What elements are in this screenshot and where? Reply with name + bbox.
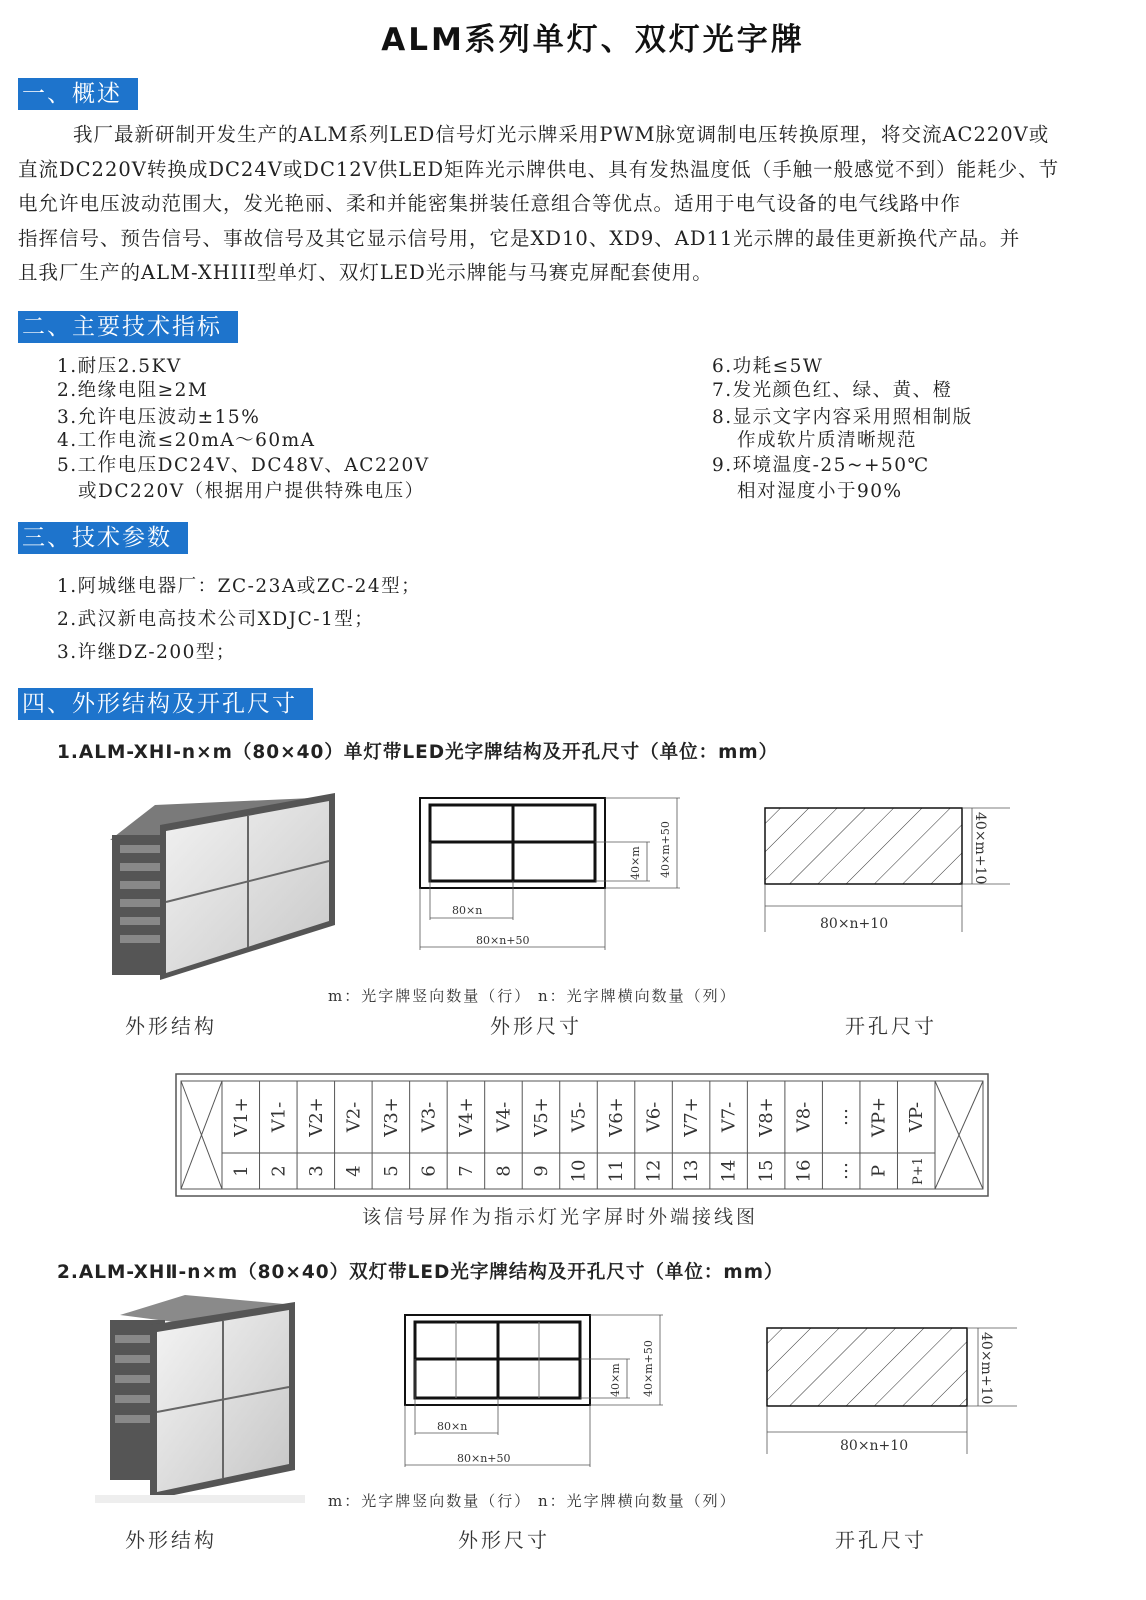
terminal-label: V4+	[455, 1097, 477, 1137]
terminal-number: 5	[380, 1165, 402, 1177]
overview-line: 直流DC220V转换成DC24V或DC12V供LED矩阵光示牌供电、具有发热温度低（手触一般感觉不到）能耗少、节	[18, 157, 1060, 181]
caption-outer-size: 外形尺寸	[458, 1528, 550, 1552]
terminal-number: 12	[643, 1159, 665, 1183]
caption-cutout-size: 开孔尺寸	[845, 1014, 937, 1038]
spec-item: 4.工作电流≤20mA～60mA	[57, 430, 316, 451]
outer-size-drawing-double	[395, 1307, 685, 1472]
terminal-label: V7-	[718, 1101, 740, 1133]
terminal-label: VP-	[906, 1101, 928, 1133]
terminal-number: 15	[756, 1159, 778, 1183]
legend-note: m：光字牌竖向数量（行） n：光字牌横向数量（列）	[328, 1492, 737, 1510]
section-heading-dimensions: 四、外形结构及开孔尺寸	[18, 688, 313, 720]
terminal-label: VP+	[868, 1096, 890, 1138]
terminal-number: P	[868, 1164, 890, 1178]
terminal-label: V6+	[606, 1097, 628, 1137]
terminal-label: V5+	[530, 1097, 552, 1137]
terminal-label: V1+	[230, 1097, 252, 1137]
terminal-number: 1	[230, 1165, 252, 1177]
terminal-label: V2-	[343, 1101, 365, 1133]
terminal-label: V6-	[643, 1101, 665, 1133]
terminal-label: V7+	[681, 1097, 703, 1137]
section-heading-overview: 一、概述	[18, 78, 138, 110]
terminal-number: 3	[305, 1165, 327, 1177]
param-item: 2.武汉新电高技术公司XDJC-1型；	[57, 609, 375, 630]
caption-outer-structure: 外形结构	[125, 1528, 217, 1552]
terminal-label: …	[831, 1108, 853, 1126]
param-item: 3.许继DZ-200型；	[57, 642, 236, 663]
legend-note: m：光字牌竖向数量（行） n：光字牌横向数量（列）	[328, 987, 737, 1005]
terminal-label: V2+	[305, 1097, 327, 1137]
subheading-single-lamp: 1.ALM-XHⅠ-n×m（80×40）单灯带LED光字牌结构及开孔尺寸（单位：mm）	[57, 742, 779, 763]
dim-label: 80×n	[452, 904, 483, 917]
page-title: ALM系列单灯、双灯光字牌	[381, 22, 805, 58]
terminal-number: …	[831, 1162, 853, 1180]
dim-label: 80×n+50	[457, 1452, 511, 1465]
spec-item: 8.显示文字内容采用照相制版	[712, 407, 973, 428]
spec-item: 相对湿度小于90%	[737, 481, 903, 502]
dim-label: 40×m+50	[659, 821, 672, 878]
terminal-number: 10	[568, 1159, 590, 1183]
terminal-number: 2	[268, 1165, 290, 1177]
spec-item: 9.环境温度-25~+50℃	[712, 455, 930, 476]
dim-label: 40×m	[609, 1363, 622, 1397]
spec-item: 1.耐压2.5KV	[57, 356, 182, 377]
subheading-double-lamp: 2.ALM-XHⅡ-n×m（80×40）双灯带LED光字牌结构及开孔尺寸（单位：mm）	[57, 1262, 784, 1283]
terminal-number: 14	[718, 1159, 740, 1183]
spec-item: 或DC220V（根据用户提供特殊电压）	[78, 481, 425, 502]
section-heading-specs: 二、主要技术指标	[18, 311, 238, 343]
caption-outer-size: 外形尺寸	[490, 1014, 582, 1038]
dim-label: 80×n+10	[840, 1438, 909, 1454]
spec-item: 5.工作电压DC24V、DC48V、AC220V	[57, 455, 430, 476]
overview-paragraph	[18, 118, 1118, 291]
terminal-label: V5-	[568, 1101, 590, 1133]
spec-item: 2.绝缘电阻≥2M	[57, 380, 209, 401]
spec-item: 6.功耗≤5W	[712, 356, 824, 377]
spec-item: 7.发光颜色红、绿、黄、橙	[712, 380, 953, 401]
terminal-wiring-diagram	[175, 1073, 990, 1198]
terminal-number: 7	[455, 1165, 477, 1177]
terminal-number: 4	[343, 1165, 365, 1177]
terminal-label: V1-	[268, 1101, 290, 1133]
overview-line: 指挥信号、预告信号、事故信号及其它显示信号用，它是XD10、XD9、AD11光示牌的最佳更新换代产品。并	[18, 226, 1021, 250]
dim-label: 40×m+50	[642, 1340, 655, 1397]
product-photo-double	[95, 1290, 305, 1505]
terminal-number: 8	[493, 1165, 515, 1177]
spec-item: 3.允许电压波动±15%	[57, 407, 261, 428]
terminal-number: 9	[530, 1165, 552, 1177]
wiring-caption: 该信号屏作为指示灯光字屏时外端接线图	[362, 1206, 759, 1228]
spec-item: 作成软片质清晰规范	[737, 430, 918, 451]
outer-size-drawing-single	[410, 790, 695, 960]
dim-label: 80×n	[437, 1420, 468, 1433]
dim-label: 80×n+10	[820, 916, 889, 932]
terminal-number: P+1	[911, 1157, 927, 1185]
caption-cutout-size: 开孔尺寸	[835, 1528, 927, 1552]
terminal-label: V3-	[418, 1101, 440, 1133]
terminal-label: V3+	[380, 1097, 402, 1137]
dim-label: 40×m+10	[972, 812, 988, 885]
cutout-drawing-double	[762, 1320, 1027, 1460]
overview-line: 电允许电压波动范围大，发光艳丽、柔和并能密集拼装任意组合等优点。适用于电气设备的电气线路中作	[18, 192, 962, 215]
caption-outer-structure: 外形结构	[125, 1014, 217, 1038]
overview-line: 我厂最新研制开发生产的ALM系列LED信号灯光示牌采用PWM脉宽调制电压转换原理，将交流AC220V或	[73, 123, 1050, 146]
terminal-number: 11	[606, 1159, 628, 1183]
terminal-label: V8+	[756, 1097, 778, 1137]
dim-label: 40×m+10	[978, 1332, 994, 1405]
terminal-label: V4-	[493, 1101, 515, 1133]
dim-label: 80×n+50	[476, 934, 530, 947]
terminal-number: 16	[793, 1159, 815, 1183]
overview-line: 且我厂生产的ALM-XHIII型单灯、双灯LED光示牌能与马赛克屏配套使用。	[18, 261, 713, 284]
terminal-number: 13	[681, 1159, 703, 1183]
terminal-label: V8-	[793, 1101, 815, 1133]
dim-label: 40×m	[629, 846, 642, 880]
cutout-drawing-single	[760, 800, 1020, 940]
param-item: 1.阿城继电器厂：ZC-23A或ZC-24型；	[57, 576, 422, 597]
product-photo-single	[100, 785, 350, 990]
section-heading-params: 三、技术参数	[18, 522, 188, 554]
terminal-number: 6	[418, 1165, 440, 1177]
